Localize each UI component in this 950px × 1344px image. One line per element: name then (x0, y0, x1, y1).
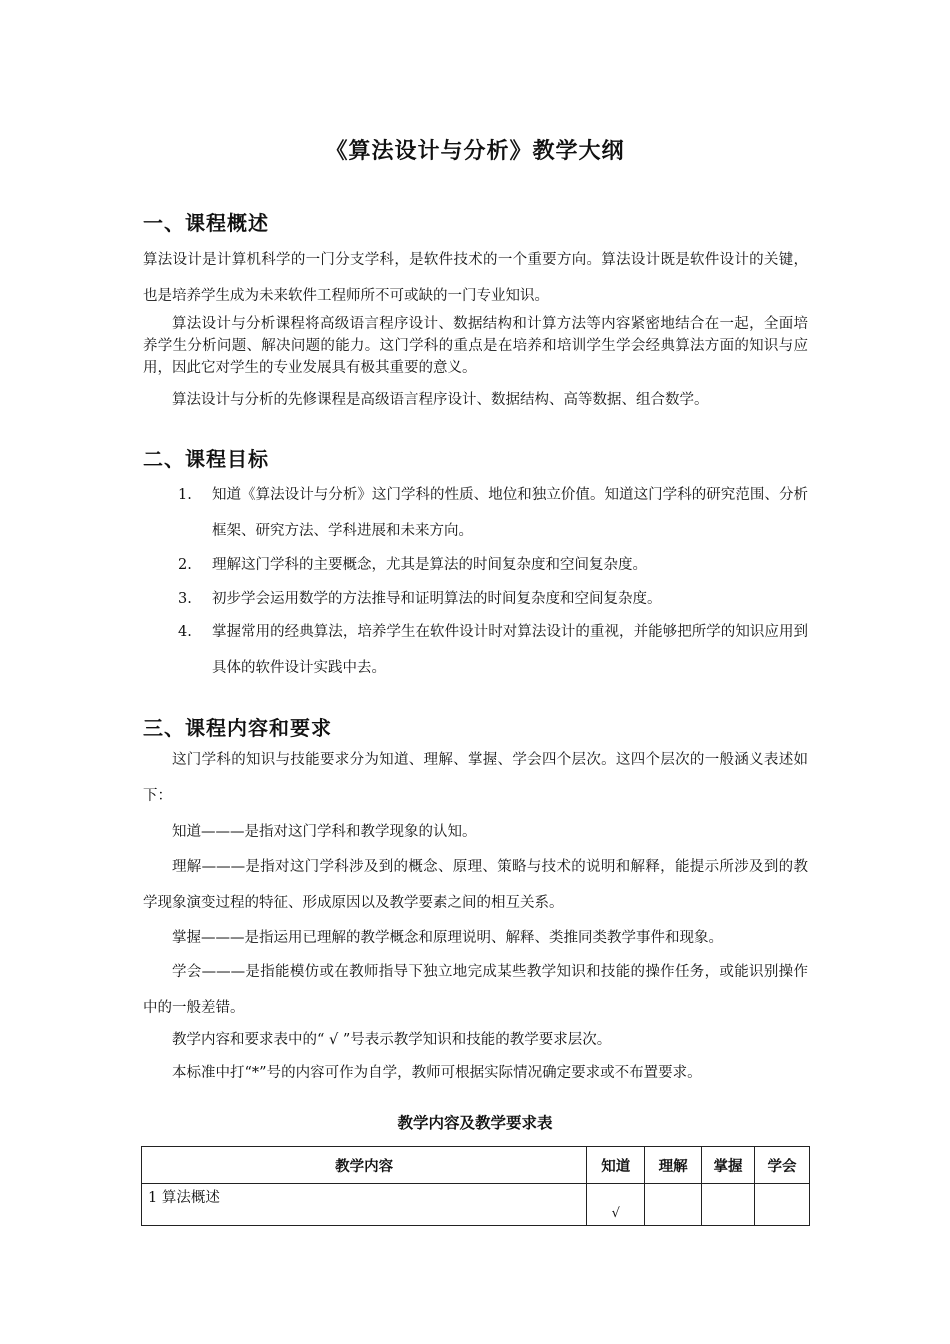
table-row (142, 1184, 810, 1226)
cell-learn (755, 1184, 810, 1226)
goal-number: 3. (178, 591, 192, 607)
content-paragraph-know: 知道———是指对这门学科和教学现象的认知。 (172, 824, 477, 840)
goal-text: 初步学会运用数学的方法推导和证明算法的时间复杂度和空间复杂度。 (212, 591, 662, 607)
section-heading-content: 三、课程内容和要求 (143, 716, 332, 740)
content-paragraph-asterisk-note: 本标准中打“*”号的内容可作为自学，教师可根据实际情况确定要求或不布置要求。 (172, 1065, 702, 1081)
goal-text: 理解这门学科的主要概念，尤其是算法的时间复杂度和空间复杂度。 (212, 557, 647, 573)
content-paragraph-levels: 这门学科的知识与技能要求分为知道、理解、掌握、学会四个层次。这四个层次的一般涵义表述如下： (143, 752, 808, 804)
goal-number: 2. (178, 557, 192, 573)
section-heading-overview: 一、课程概述 (143, 211, 269, 235)
cell-understand (645, 1184, 702, 1226)
cell-content: 1 算法概述 (142, 1184, 587, 1226)
goal-text: 掌握常用的经典算法，培养学生在软件设计时对算法设计的重视，并能够把所学的知识应用到具体的软件设计实践中去。 (212, 624, 808, 676)
column-header-understand: 理解 (645, 1147, 702, 1184)
goal-number: 1. (178, 487, 192, 503)
goal-item (178, 581, 808, 617)
column-header-master: 掌握 (702, 1147, 755, 1184)
column-header-content: 教学内容 (142, 1147, 587, 1184)
column-header-know: 知道 (587, 1147, 645, 1184)
cell-master (702, 1184, 755, 1226)
goal-text: 知道《算法设计与分析》这门学科的性质、地位和独立价值。知道这门学科的研究范围、分析框架、研究方法、学科进展和未来方向。 (212, 487, 808, 539)
section-heading-goals: 二、课程目标 (143, 447, 269, 471)
overview-paragraph-2: 算法设计与分析课程将高级语言程序设计、数据结构和计算方法等内容紧密地结合在一起，全面培养学生分析问题、解决问题的能力。这门学科的重点是在培养和培训学生学会经典算法方面的知识与应用，因此它对学生的专业发展具有极其重要的意义。 (143, 316, 808, 376)
document-title: 《算法设计与分析》教学大纲 (325, 139, 625, 164)
cell-know: √ (587, 1184, 645, 1226)
column-header-learn: 学会 (755, 1147, 810, 1184)
table-title: 教学内容及教学要求表 (397, 1114, 553, 1132)
overview-paragraph-3: 算法设计与分析的先修课程是高级语言程序设计、数据结构、高等数据、组合数学。 (172, 392, 709, 408)
goal-number: 4. (178, 624, 192, 640)
content-paragraph-understand: 理解———是指对这门学科涉及到的概念、原理、策略与技术的说明和解释，能提示所涉及到的教学现象演变过程的特征、形成原因以及教学要素之间的相互关系。 (143, 859, 808, 911)
overview-paragraph-1: 算法设计是计算机科学的一门分支学科，是软件技术的一个重要方向。算法设计既是软件设计的关键，也是培养学生成为未来软件工程师所不可或缺的一门专业知识。 (143, 252, 808, 304)
content-paragraph-checkmark-note: 教学内容和要求表中的“ √ ”号表示教学知识和技能的教学要求层次。 (172, 1032, 612, 1048)
table-header-row (142, 1147, 810, 1184)
goal-item (178, 477, 808, 549)
goal-item (178, 614, 808, 686)
requirements-table (141, 1146, 810, 1226)
content-paragraph-master: 掌握———是指运用已理解的教学概念和原理说明、解释、类推同类教学事件和现象。 (172, 930, 723, 946)
goal-item (178, 547, 808, 583)
content-paragraph-learn: 学会———是指能模仿或在教师指导下独立地完成某些教学知识和技能的操作任务，或能识别操作中的一般差错。 (143, 964, 808, 1016)
